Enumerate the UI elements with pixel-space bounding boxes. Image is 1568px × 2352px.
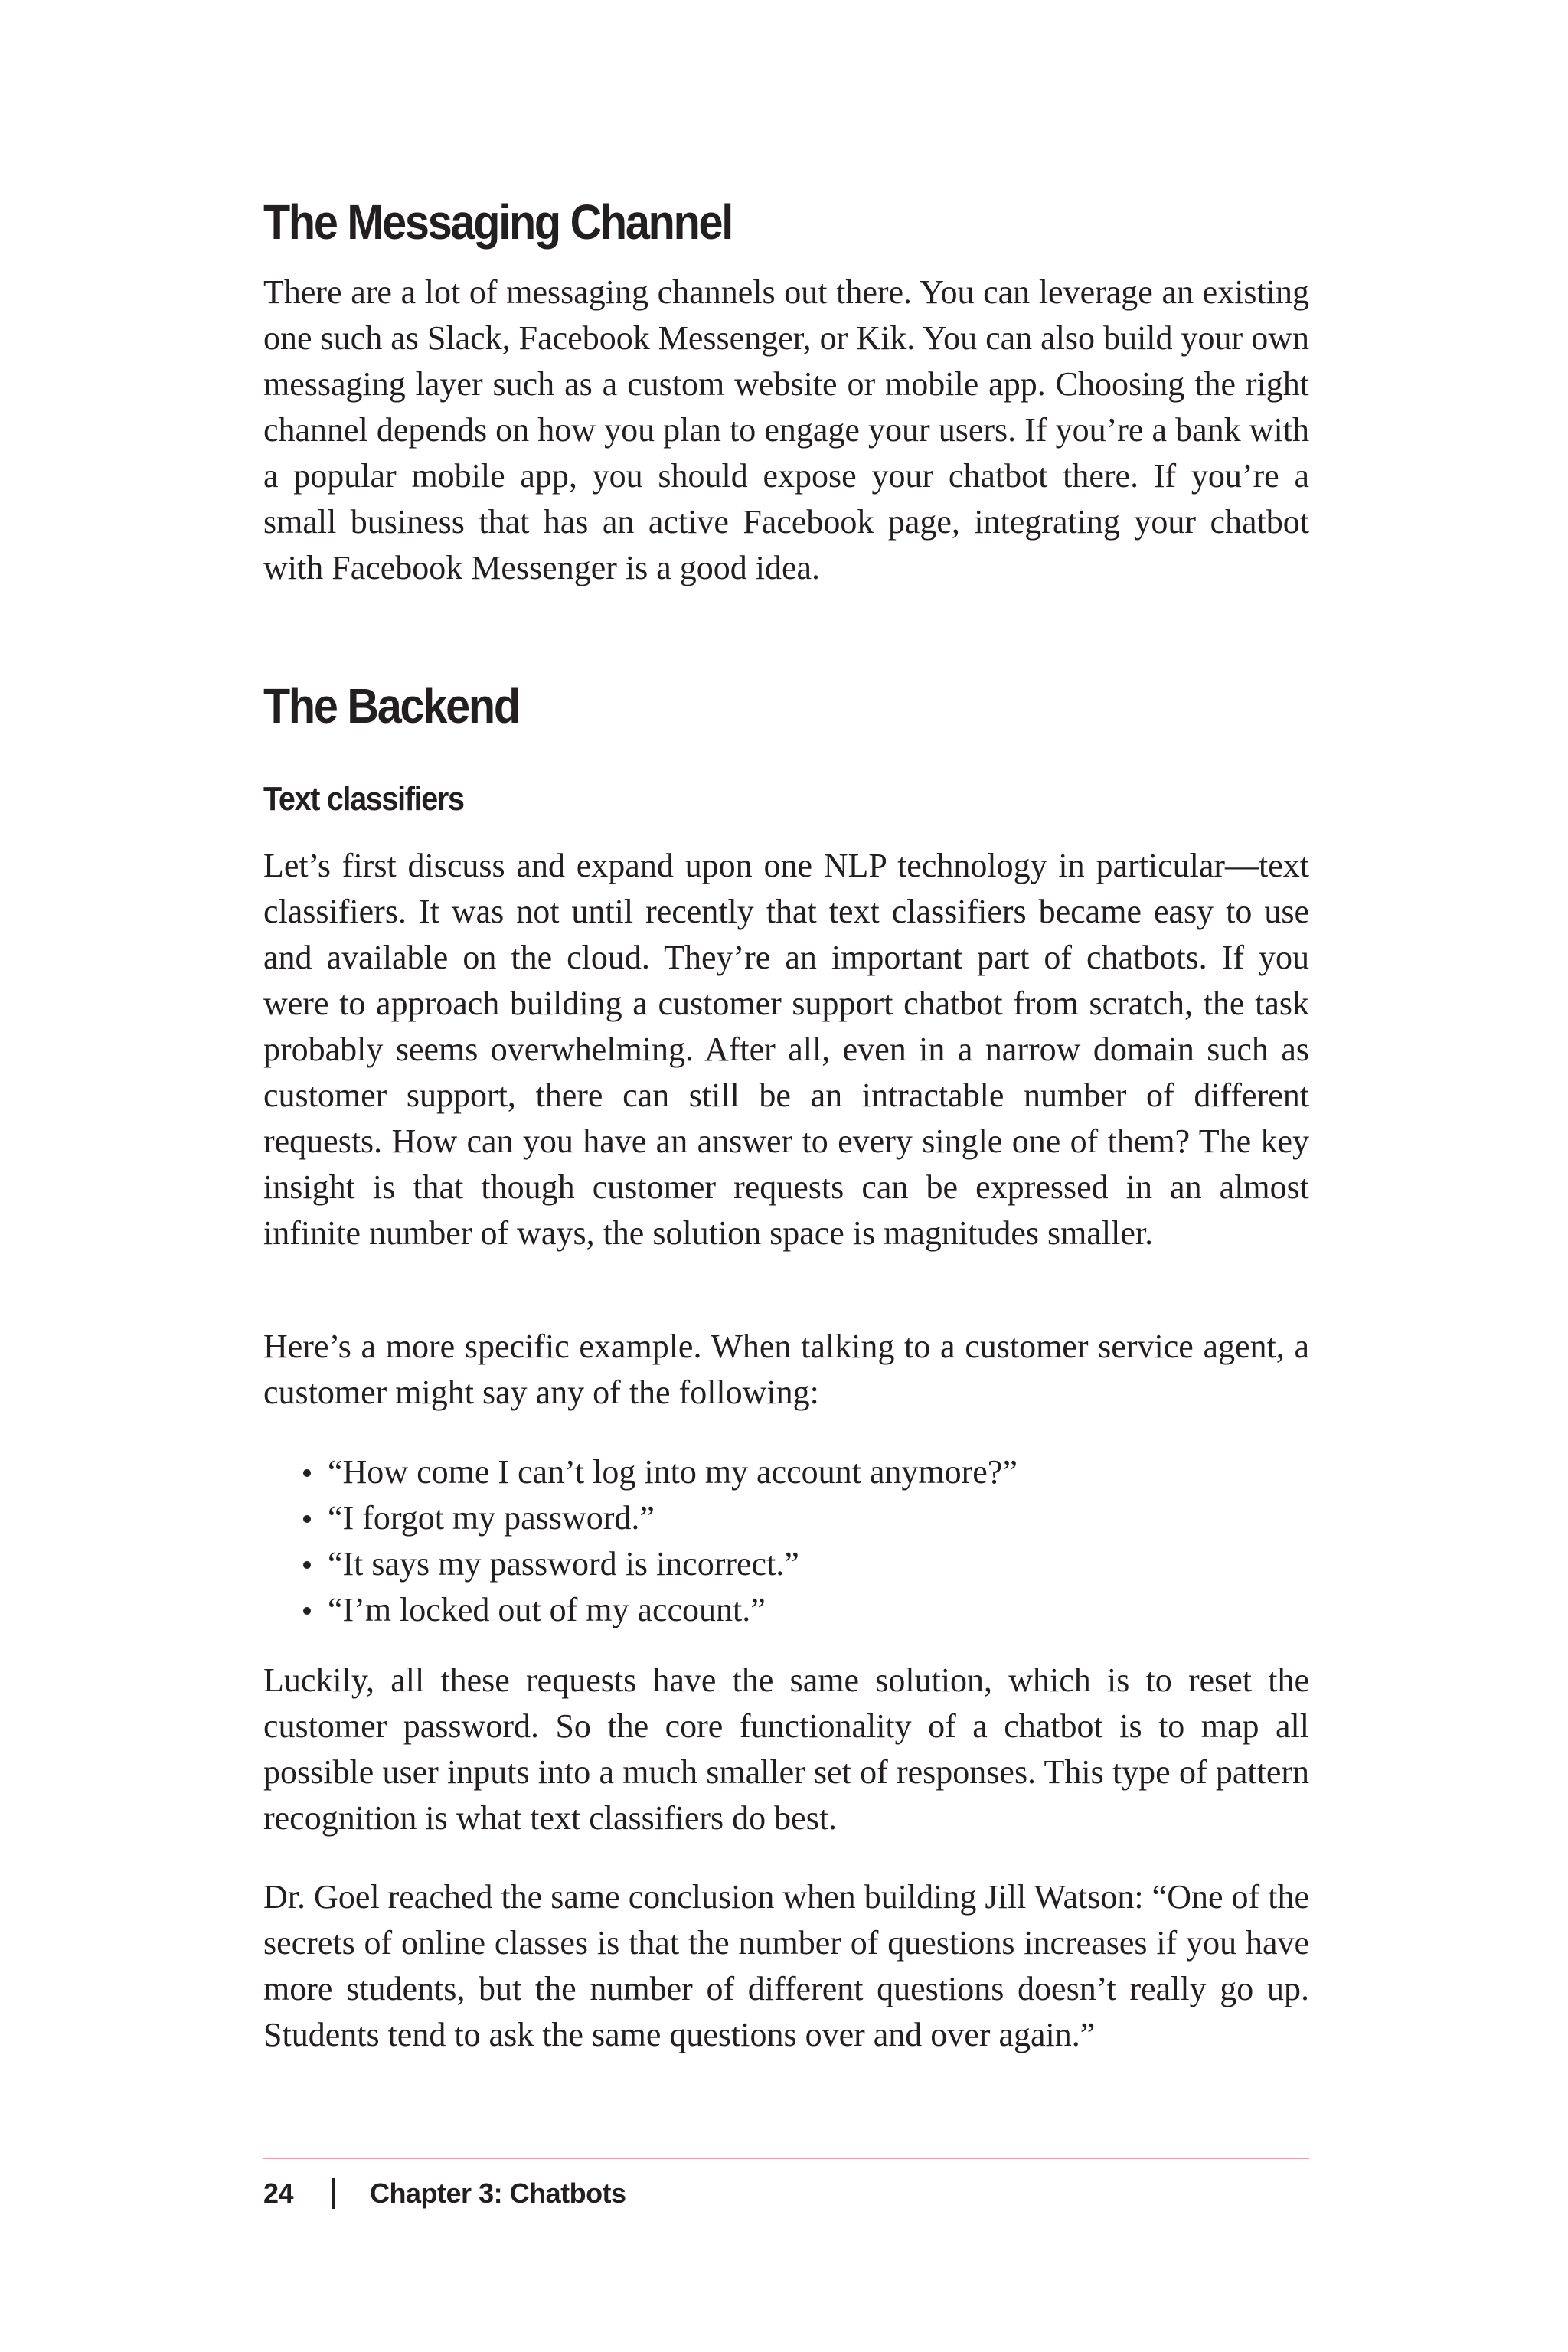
paragraph-reset-password: Luckily, all these requests have the same solution, which is to reset the customer password. So the core functionality of a chatbot is to map all possible user inputs into a much smaller set of responses. This type of pattern recognition is what text classifiers do best. <box>263 1661 1309 1837</box>
customer-request-list <box>263 1449 1309 1633</box>
bullet-icon <box>303 1561 311 1569</box>
list-item: “It says my password is incorrect.” <box>263 1541 1309 1587</box>
page-number: 24 <box>263 2177 294 2209</box>
bullet-icon <box>303 1515 311 1523</box>
paragraph-specific-example: Here’s a more specific example. When talking to a customer service agent, a customer might say any of the following: <box>263 1328 1309 1411</box>
footer-separator <box>332 2178 335 2209</box>
section-heading-messaging-channel: The Messaging Channel <box>263 194 733 250</box>
page-footer <box>263 2176 626 2211</box>
paragraph-jill-watson-quote: Dr. Goel reached the same conclusion when building Jill Watson: “One of the secrets of online classes is that the number of questions increases if you have more students, but the number of different questions doesn’t really go up. Students tend to ask the same questions over and over again.” <box>263 1878 1309 2053</box>
section-heading-backend: The Backend <box>263 678 519 733</box>
list-item: “I forgot my password.” <box>263 1495 1309 1541</box>
book-page <box>263 0 1309 2352</box>
subheading-text-classifiers: Text classifiers <box>263 780 464 818</box>
bullet-icon <box>303 1469 311 1477</box>
chapter-title: Chapter 3: Chatbots <box>370 2177 626 2209</box>
paragraph-text-classifiers-intro: Let’s first discuss and expand upon one NLP technology in particular—text classifiers. It was not until recently that text classifiers became easy to use and available on the cloud. They’re an important part of chatbots. If you were to approach building a customer support chatbot from scratch, the task probably seems overwhelming. After all, even in a narrow domain such as customer support, there can still be an intractable number of different requests. How can you have an answer to every single one of them? The key insight is that though customer requests can be expressed in an almost infinite number of ways, the solution space is magnitudes smaller. <box>263 847 1309 1252</box>
list-item: “How come I can’t log into my account anymore?” <box>263 1449 1309 1495</box>
paragraph-messaging-channel: There are a lot of messaging channels out there. You can leverage an existing one such as Slack, Facebook Messenger, or Kik. You can also build your own messaging layer such as a custom website or mobile app. Choosing the right channel depends on how you plan to engage your users. If you’re a bank with a popular mobile app, you should expose your chatbot there. If you’re a small business that has an active Facebook page, integrating your chatbot with Facebook Messenger is a good idea. <box>263 273 1309 586</box>
list-item: “I’m locked out of my account.” <box>263 1587 1309 1633</box>
footer-divider <box>263 2158 1309 2159</box>
bullet-icon <box>303 1607 311 1615</box>
